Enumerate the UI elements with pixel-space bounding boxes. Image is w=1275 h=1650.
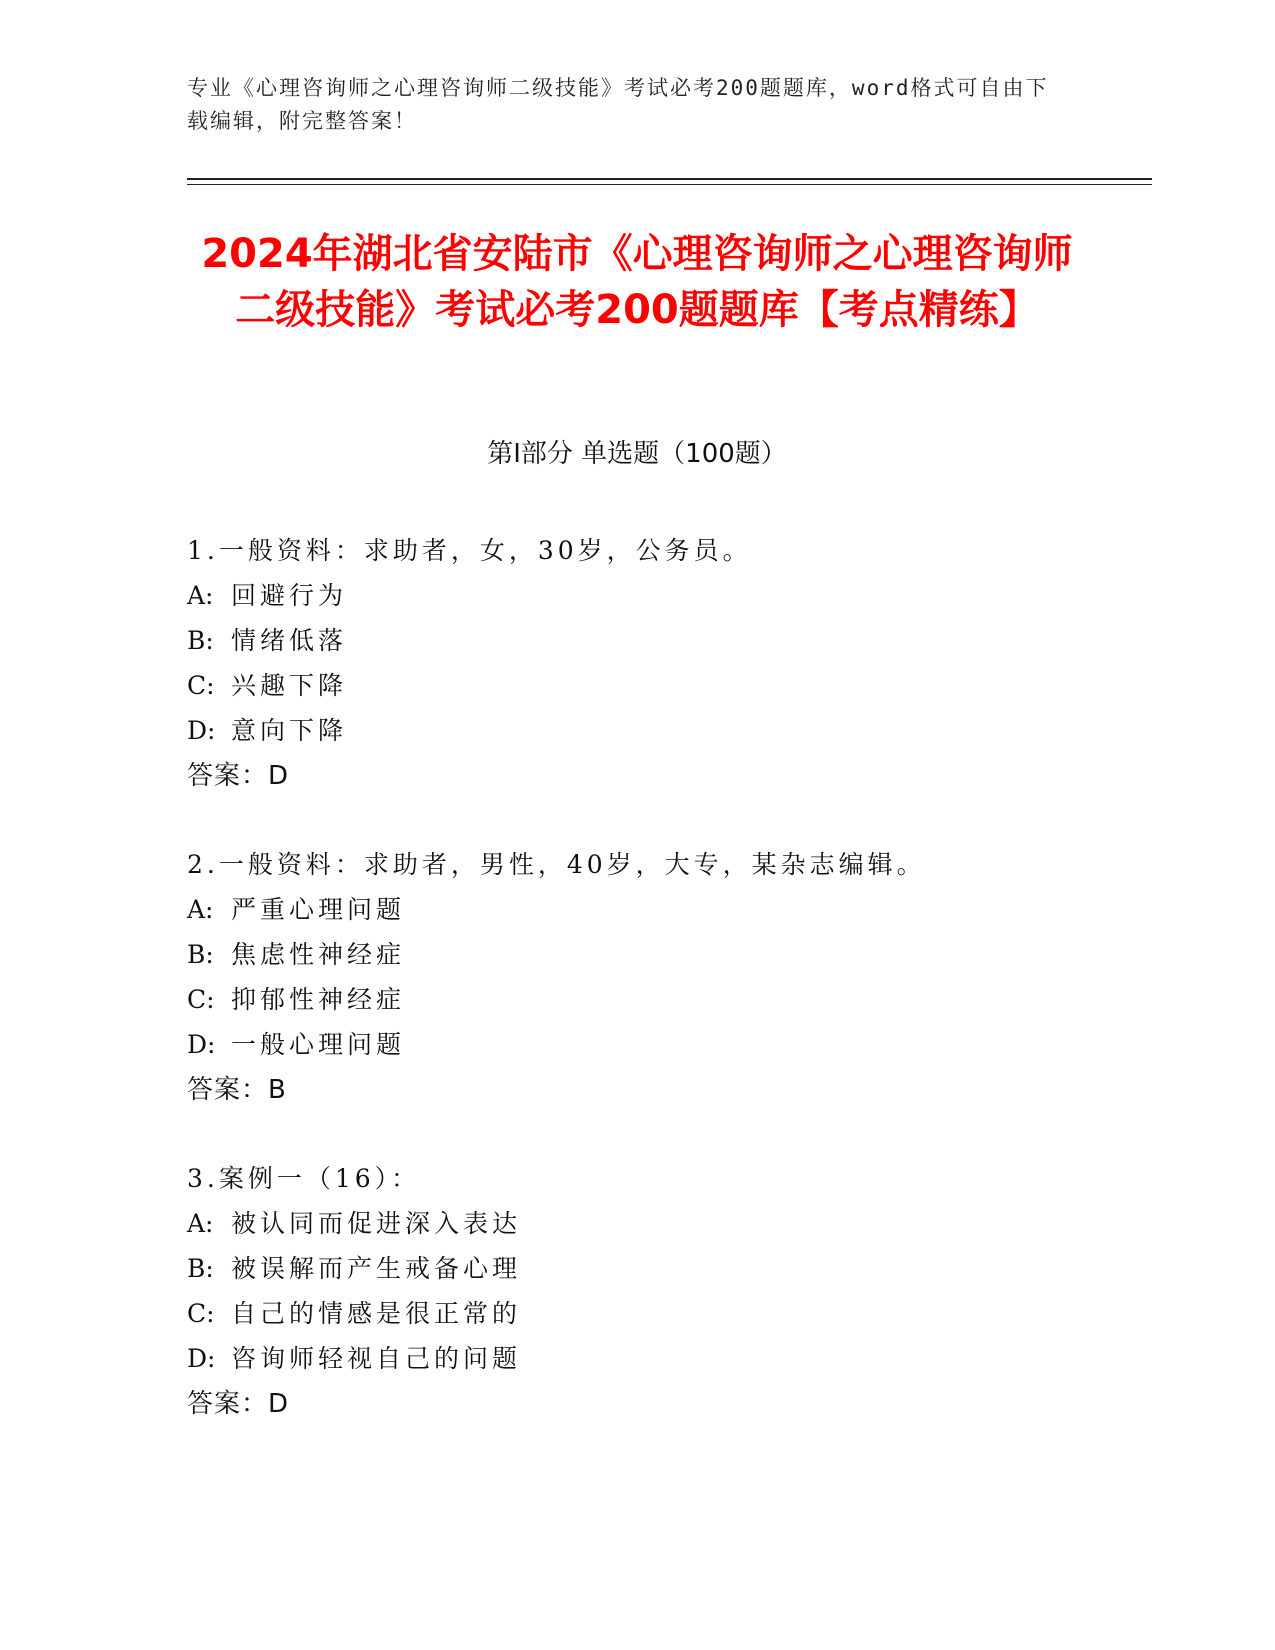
option-key: C:: [187, 1299, 215, 1328]
option-text: 回避行为: [231, 581, 348, 610]
question-list: [187, 528, 1087, 1470]
question-3: [187, 1156, 1087, 1427]
option-key: B:: [187, 1254, 214, 1283]
option-d: [187, 1022, 1087, 1067]
option-c: [187, 977, 1087, 1022]
option-key: C:: [187, 671, 215, 700]
option-text: 兴趣下降: [231, 671, 348, 700]
option-c: [187, 663, 1087, 708]
section-heading: 第I部分 单选题（100题）: [487, 439, 787, 469]
option-text: 焦虑性神经症: [231, 940, 406, 969]
option-a: [187, 1201, 1087, 1246]
option-text: 被认同而促进深入表达: [231, 1209, 522, 1238]
answer-line: 答案：B: [187, 1075, 287, 1105]
option-d: [187, 708, 1087, 753]
option-a: [187, 887, 1087, 932]
question-2: [187, 842, 1087, 1113]
option-key: D:: [187, 1344, 216, 1373]
option-b: [187, 932, 1087, 977]
option-d: [187, 1336, 1087, 1381]
document-title: 2024年湖北省安陆市《心理咨询师之心理咨询师二级技能》考试必考200题题库【考点精练】: [201, 231, 1073, 333]
option-text: 被误解而产生戒备心理: [231, 1254, 522, 1283]
option-key: A:: [187, 581, 214, 610]
option-c: [187, 1291, 1087, 1336]
option-b: [187, 1246, 1087, 1291]
option-text: 咨询师轻视自己的问题: [231, 1344, 522, 1373]
option-text: 严重心理问题: [231, 895, 406, 924]
option-text: 情绪低落: [231, 626, 348, 655]
option-key: A:: [187, 895, 214, 924]
answer-line: 答案：D: [187, 1389, 290, 1419]
option-key: D:: [187, 716, 216, 745]
option-key: A:: [187, 1209, 214, 1238]
option-text: 一般心理问题: [231, 1030, 406, 1059]
option-key: D:: [187, 1030, 216, 1059]
option-text: 意向下降: [231, 716, 348, 745]
answer-line: 答案：D: [187, 761, 290, 791]
option-key: B:: [187, 626, 214, 655]
question-stem: 3.案例一（16）：: [187, 1164, 421, 1193]
question-stem: 1.一般资料：求助者，女，30岁，公务员。: [187, 536, 752, 565]
option-b: [187, 618, 1087, 663]
question-stem: 2.一般资料：求助者，男性，40岁，大专，某杂志编辑。: [187, 850, 926, 879]
option-key: C:: [187, 985, 215, 1014]
question-1: [187, 528, 1087, 799]
option-text: 抑郁性神经症: [231, 985, 406, 1014]
header-note: 专业《心理咨询师之心理咨询师二级技能》考试必考200题题库，word格式可自由下载编辑，附完整答案！: [187, 76, 1049, 133]
header-divider-thin: [187, 184, 1152, 185]
header-divider-thick: [187, 178, 1152, 180]
option-a: [187, 573, 1087, 618]
option-text: 自己的情感是很正常的: [231, 1299, 522, 1328]
option-key: B:: [187, 940, 214, 969]
